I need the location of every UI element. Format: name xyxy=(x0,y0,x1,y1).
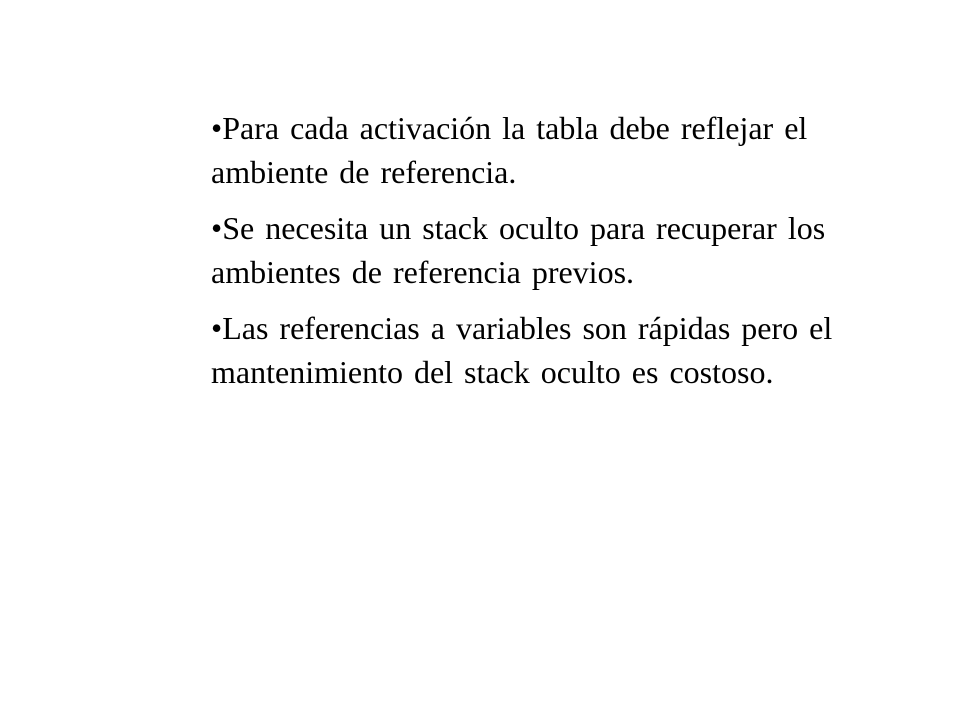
bullet-item xyxy=(211,306,851,394)
bullet-item xyxy=(211,206,851,294)
bullet-marker: • xyxy=(211,110,223,146)
bullet-text: Se necesita un stack oculto para recuperar los ambientes de referencia previos. xyxy=(211,210,826,290)
bullet-list xyxy=(211,106,851,406)
bullet-text: Las referencias a variables son rápidas pero el mantenimiento del stack oculto es costoso. xyxy=(211,310,833,390)
bullet-marker: • xyxy=(211,210,223,246)
bullet-text: Para cada activación la tabla debe reflejar el ambiente de referencia. xyxy=(211,110,808,190)
bullet-item xyxy=(211,106,851,194)
bullet-marker: • xyxy=(211,310,223,346)
